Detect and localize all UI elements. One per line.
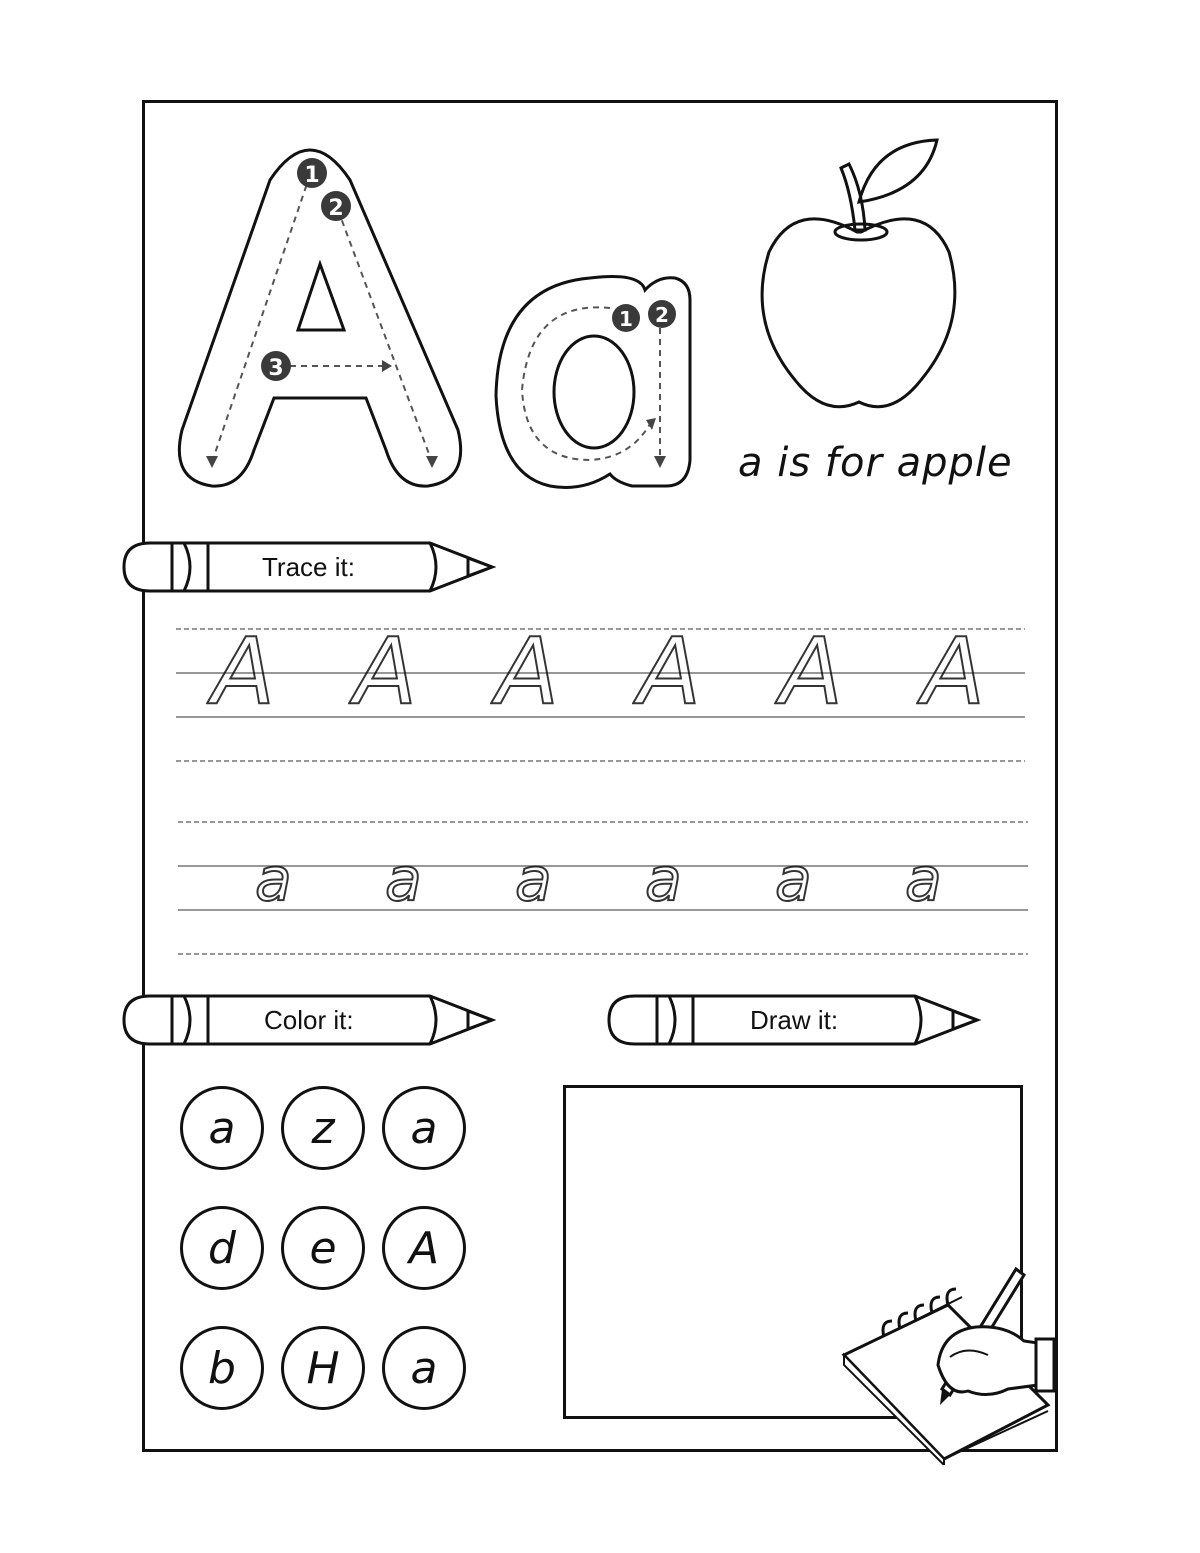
stroke-number: 3 (268, 356, 284, 381)
trace-letter: a (515, 845, 552, 915)
color-circle[interactable]: a (382, 1326, 466, 1410)
uppercase-a-counter (298, 264, 344, 330)
lowercase-a-counter (554, 336, 634, 448)
trace-letter: A (780, 618, 843, 725)
trace-letter: a (905, 845, 942, 915)
trace-letter: a (775, 845, 812, 915)
trace-letter: a (385, 845, 422, 915)
stroke-number: 1 (619, 307, 633, 331)
stroke-number: 2 (328, 196, 344, 221)
draw-label: Draw it: (750, 1005, 839, 1035)
color-circle[interactable]: b (180, 1326, 264, 1410)
color-circle[interactable]: a (180, 1086, 264, 1170)
color-circle[interactable]: A (382, 1206, 466, 1290)
trace-letter: A (638, 618, 701, 725)
trace-letter: A (496, 618, 559, 725)
apple-icon (755, 132, 985, 422)
trace-letter: A (354, 618, 417, 725)
stroke-number: 2 (655, 303, 669, 327)
color-circle[interactable]: H (281, 1326, 365, 1410)
letter-outline-graphic (170, 130, 710, 500)
trace-letter: A (212, 618, 275, 725)
trace-letter: a (255, 845, 292, 915)
color-circle[interactable]: d (180, 1206, 264, 1290)
color-circle[interactable]: a (382, 1086, 466, 1170)
color-circle[interactable]: z (281, 1086, 365, 1170)
color-label: Color it: (264, 1005, 354, 1035)
notebook-hand-icon (838, 1265, 1058, 1465)
trace-letter: a (645, 845, 682, 915)
caption-text: a is for apple (738, 440, 1013, 486)
trace-letter: A (922, 618, 985, 725)
color-circle[interactable]: e (281, 1206, 365, 1290)
trace-label: Trace it: (262, 552, 355, 582)
stroke-number: 1 (304, 163, 320, 188)
